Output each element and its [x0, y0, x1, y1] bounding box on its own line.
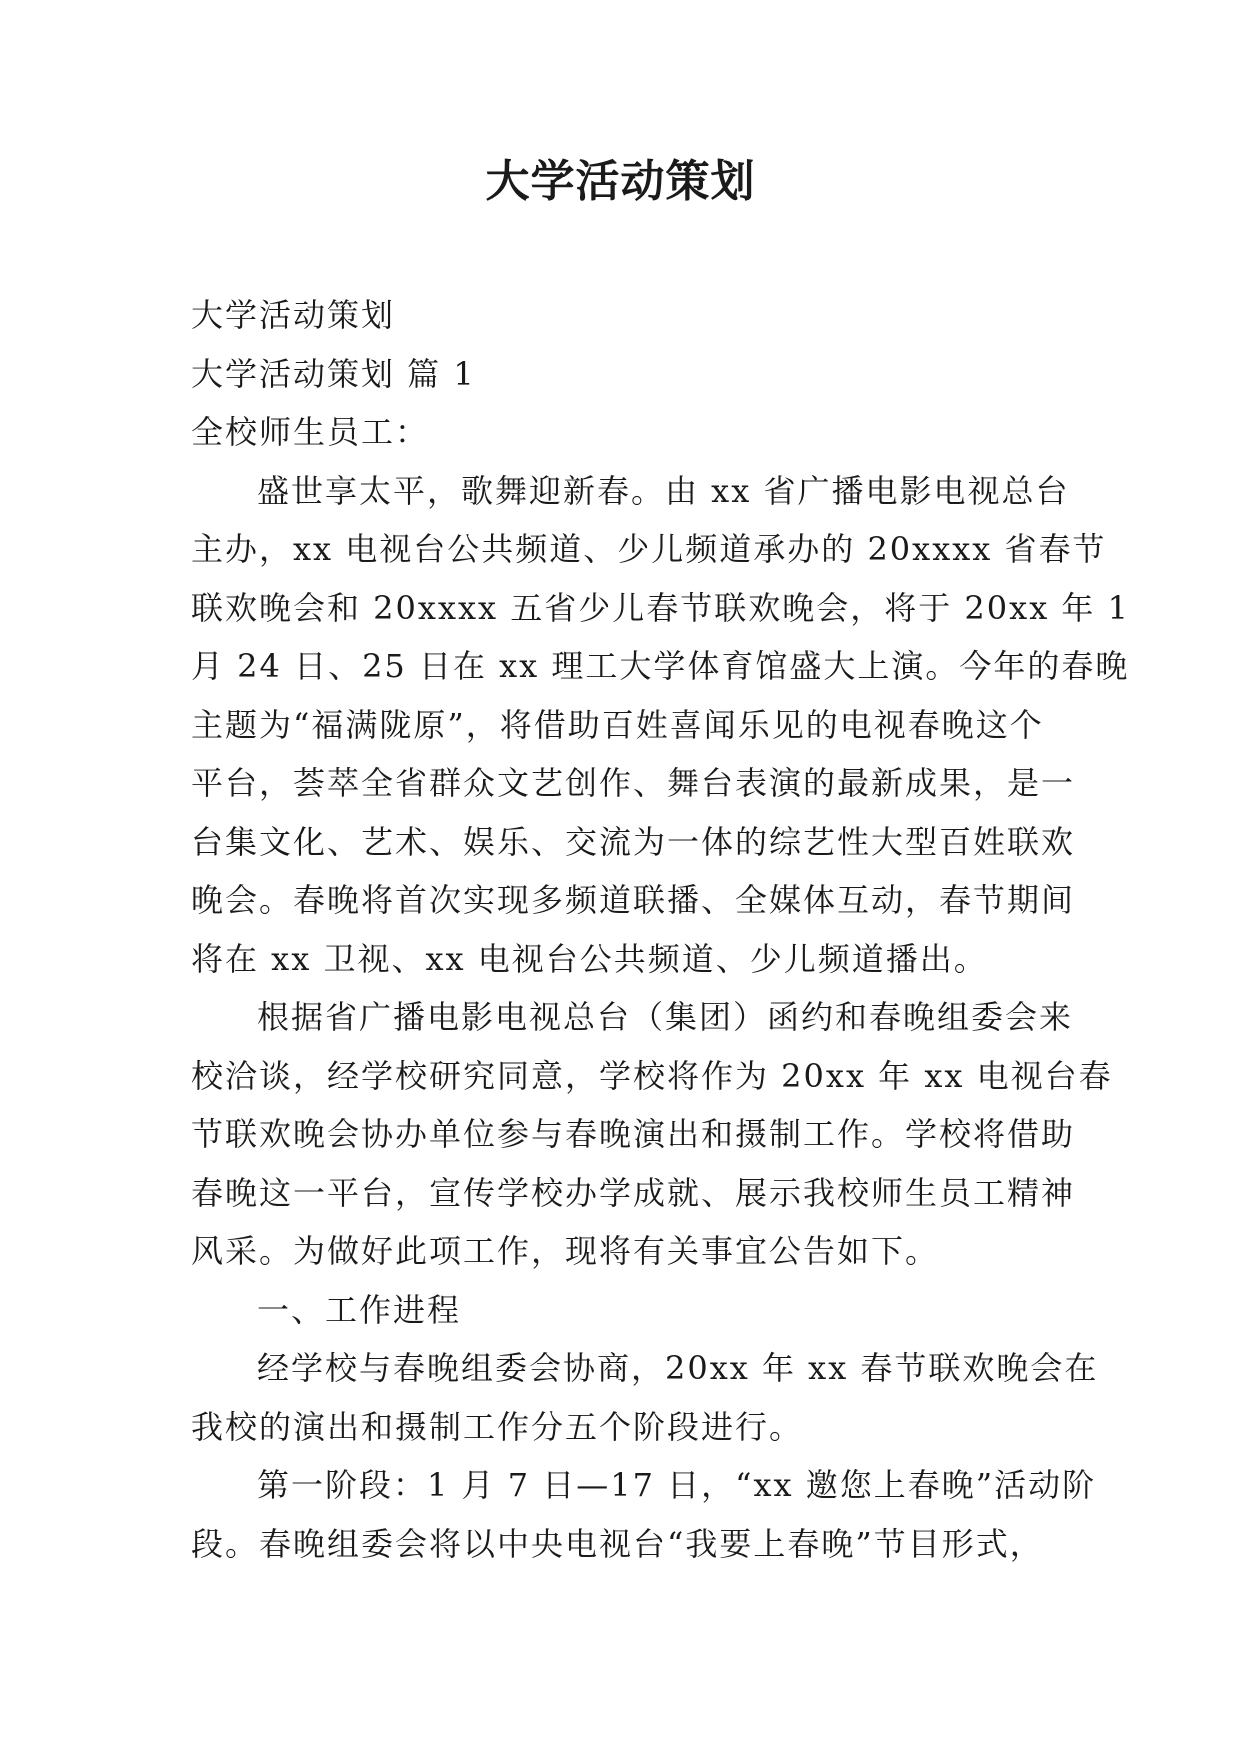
text-line: 月 24 日、25 日在 xx 理工大学体育馆盛大上演。今年的春晚: [191, 647, 1130, 685]
text-line: 大学活动策划 篇 1: [191, 354, 476, 393]
text-line: 我校的演出和摄制工作分五个阶段进行。: [191, 1407, 804, 1446]
text-line: 全校师生员工：: [191, 413, 430, 451]
text-line: 节联欢晚会协办单位参与春晚演出和摄制工作。学校将借助: [191, 1115, 1076, 1153]
text-line: 经学校与春晚组委会协商，20xx 年 xx 春节联欢晚会在: [257, 1349, 1099, 1387]
text-line: 平台，荟萃全省群众文艺创作、舞台表演的最新成果，是一: [191, 764, 1076, 802]
text-line: 晚会。春晚将首次实现多频道联播、全媒体互动，春节期间: [191, 881, 1076, 919]
text-line: 主办，xx 电视台公共频道、少儿频道承办的 20xxxx 省春节: [191, 530, 1107, 568]
text-line: 春晚这一平台，宣传学校办学成就、展示我校师生员工精神: [191, 1173, 1076, 1212]
text-line: 台集文化、艺术、娱乐、交流为一体的综艺性大型百姓联欢: [191, 822, 1076, 861]
text-line: 校洽谈，经学校研究同意，学校将作为 20xx 年 xx 电视台春: [191, 1056, 1113, 1095]
text-line: 联欢晚会和 20xxxx 五省少儿春节联欢晚会，将于 20xx 年 1: [191, 588, 1130, 627]
text-line: 段。春晚组委会将以中央电视台“我要上春晚”节目形式，: [191, 1524, 1044, 1563]
text-line: 大学活动策划: [191, 296, 396, 334]
text-line: 一、工作进程: [257, 1290, 462, 1329]
text-line: 第一阶段：1 月 7 日—17 日，“xx 邀您上春晚”活动阶: [257, 1466, 1097, 1504]
text-line: 将在 xx 卫视、xx 电视台公共频道、少儿频道播出。: [191, 939, 988, 978]
text-line: 风采。为做好此项工作，现将有关事宜公告如下。: [191, 1232, 940, 1270]
text-line: 盛世享太平，歌舞迎新春。由 xx 省广播电影电视总台: [257, 471, 1070, 510]
document-title: 大学活动策划: [485, 156, 756, 207]
text-line: 主题为“福满陇原”，将借助百姓喜闻乐见的电视春晚这个: [191, 705, 1044, 744]
text-line: 根据省广播电影电视总台（集团）函约和春晚组委会来: [257, 998, 1074, 1036]
document-body: [191, 286, 1130, 1573]
